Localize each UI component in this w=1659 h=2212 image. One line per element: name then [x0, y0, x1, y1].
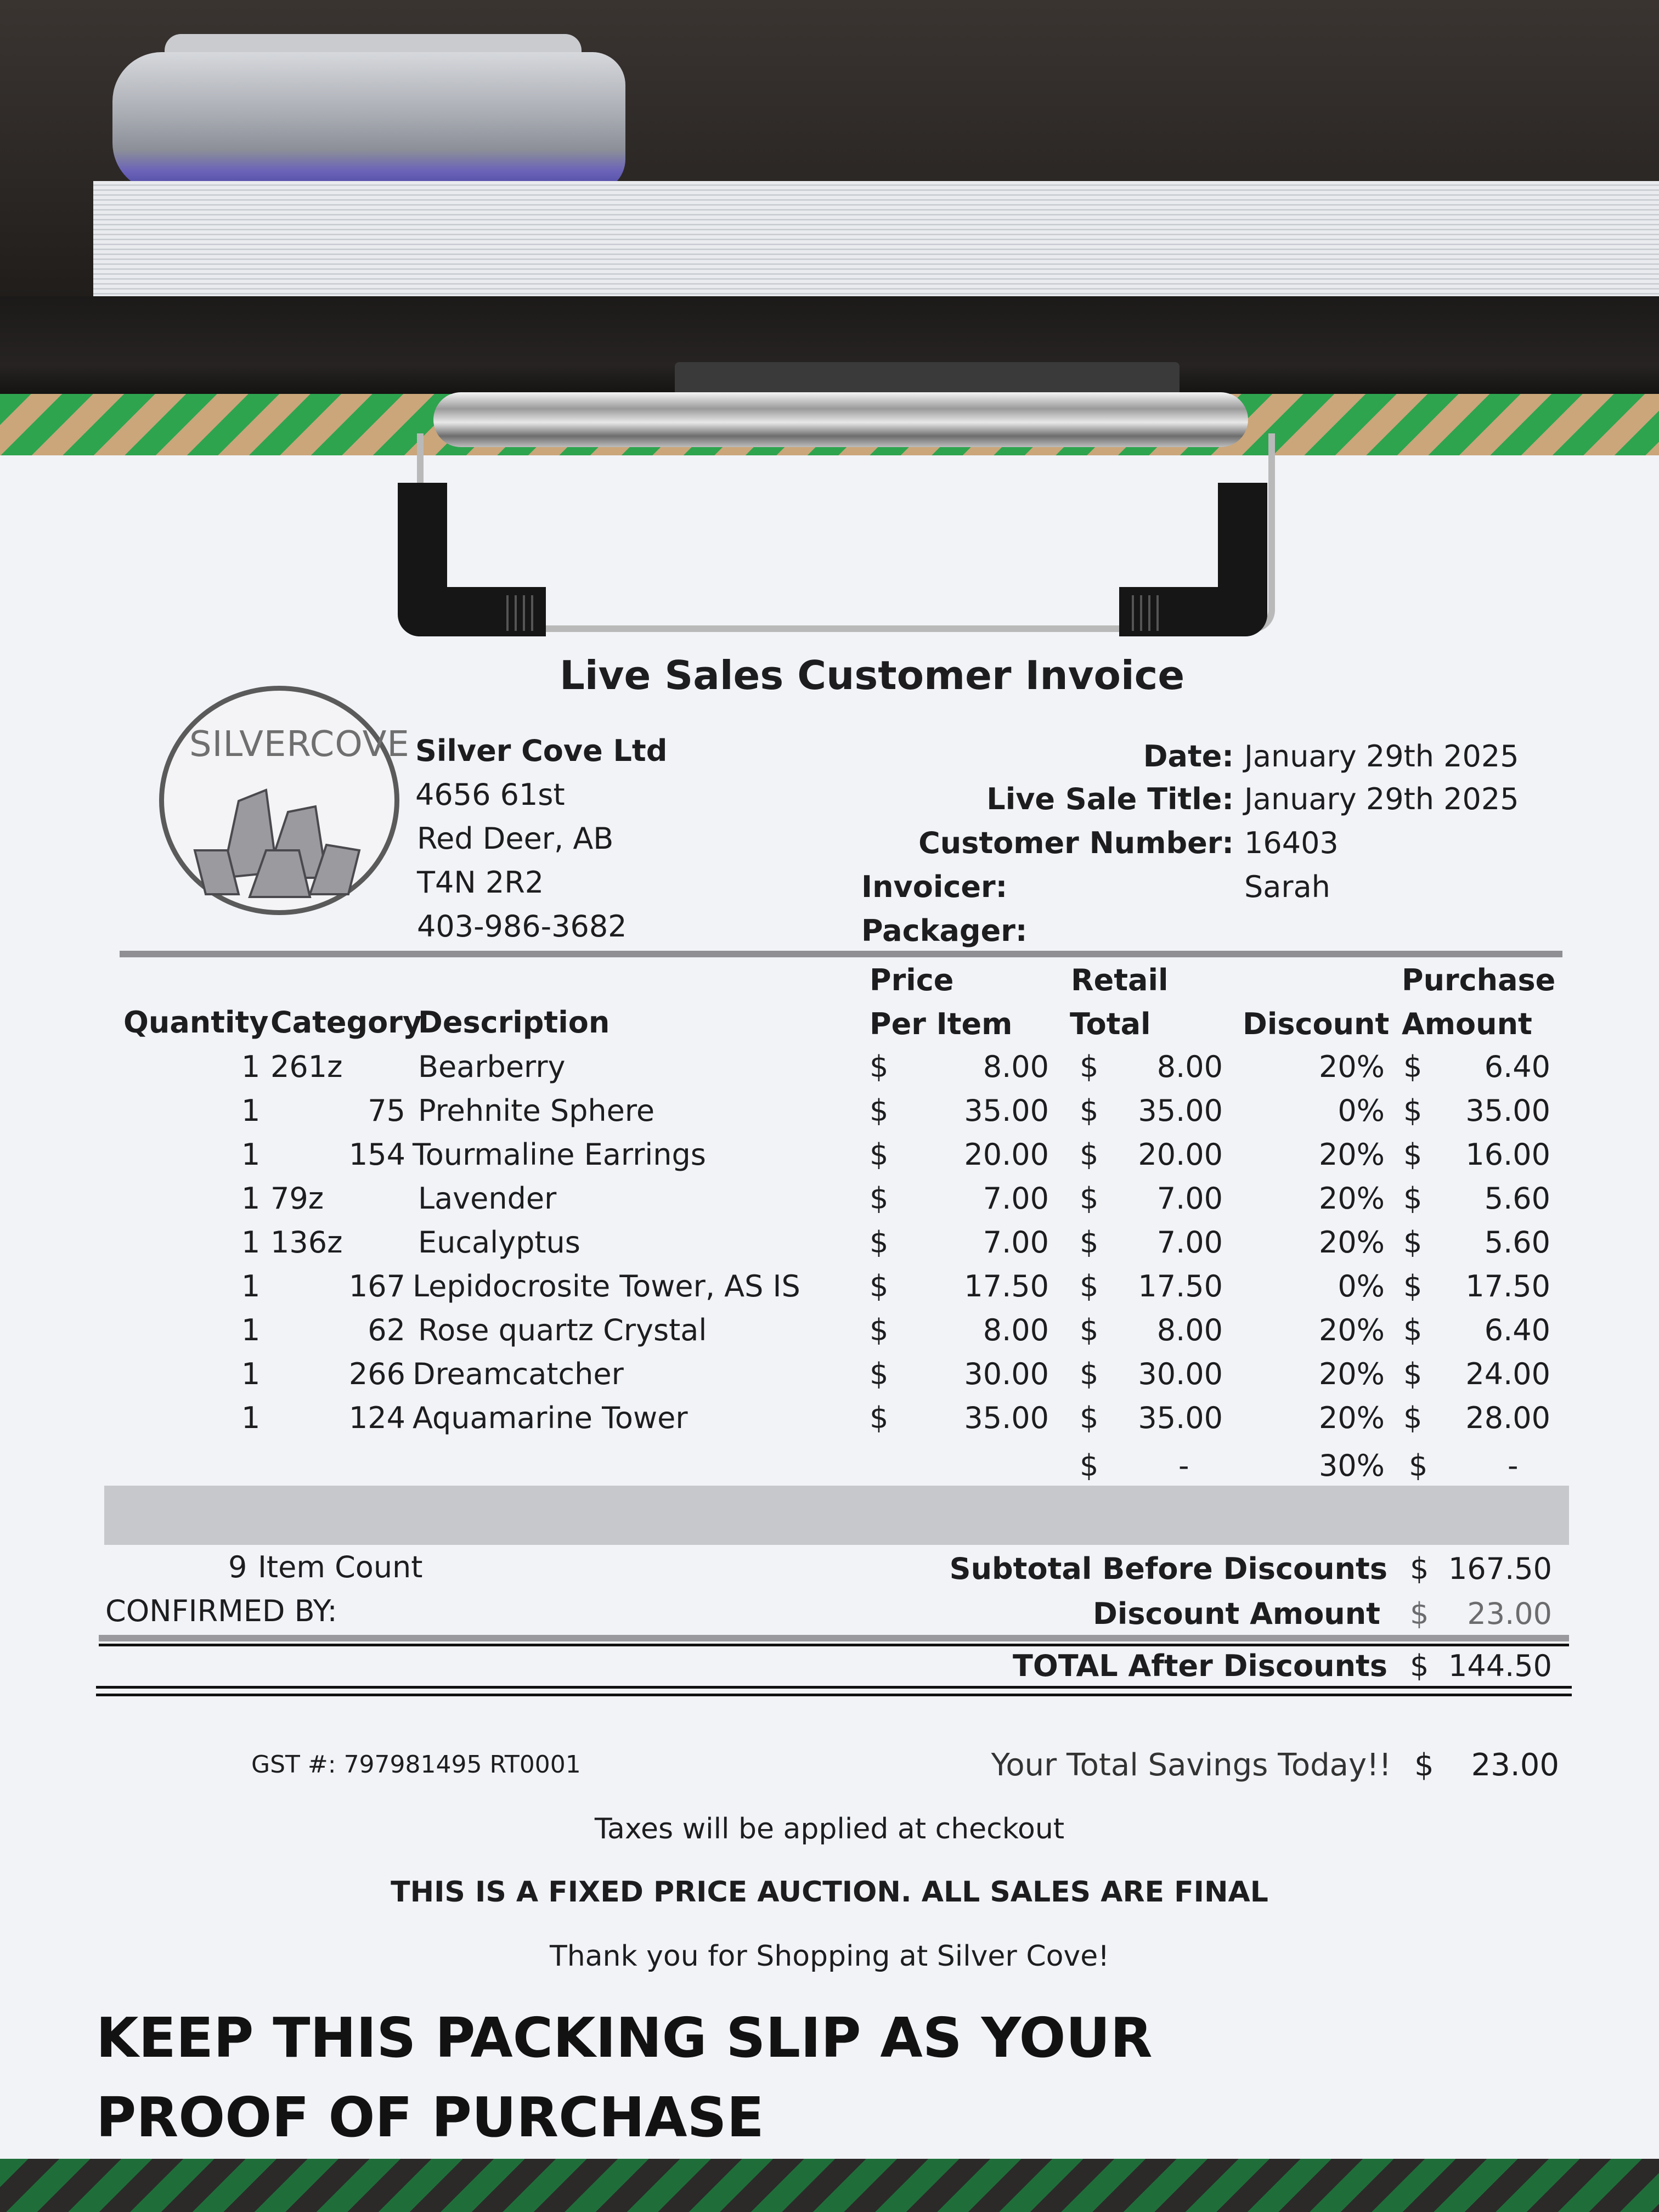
- row-category: 167: [348, 1269, 405, 1304]
- row-retail-currency: $: [1080, 1313, 1099, 1347]
- row-discount: 20%: [1318, 1313, 1385, 1347]
- customer-number-label: Customer Number:: [918, 826, 1234, 860]
- row-quantity: 1: [241, 1357, 261, 1391]
- extra-row-amount: -: [1508, 1448, 1519, 1483]
- live-sale-title-value: January 29th 2025: [1244, 782, 1519, 816]
- row-description: Eucalyptus: [418, 1225, 580, 1260]
- paper-stack: [93, 181, 1659, 296]
- savings-label: Your Total Savings Today!!: [991, 1747, 1391, 1783]
- row-description: Dreamcatcher: [413, 1357, 624, 1391]
- row-price-currency: $: [870, 1181, 889, 1216]
- row-retail: 8.00: [1156, 1049, 1223, 1084]
- row-price: 20.00: [964, 1137, 1049, 1172]
- header-divider: [120, 951, 1562, 957]
- row-price: 8.00: [983, 1049, 1049, 1084]
- discount-amount-label: Discount Amount: [1093, 1596, 1380, 1631]
- item-count-label: Item Count: [258, 1550, 423, 1584]
- row-amount: 5.60: [1484, 1181, 1550, 1216]
- row-price-currency: $: [870, 1137, 889, 1172]
- table-footer-band: [104, 1486, 1569, 1545]
- row-price-currency: $: [870, 1401, 889, 1435]
- row-retail-currency: $: [1080, 1357, 1099, 1391]
- row-category: 62: [368, 1313, 405, 1347]
- thank-you-note: Thank you for Shopping at Silver Cove!: [549, 1940, 1110, 1973]
- col-price-bottom: Per Item: [870, 1007, 1013, 1041]
- row-amount-currency: $: [1403, 1137, 1423, 1172]
- savings-currency: $: [1414, 1747, 1434, 1783]
- row-discount: 20%: [1318, 1181, 1385, 1216]
- row-retail-currency: $: [1080, 1093, 1099, 1128]
- col-quantity: Quantity: [123, 1005, 269, 1040]
- discount-amount-value: 23.00: [1467, 1596, 1552, 1631]
- row-amount-currency: $: [1403, 1225, 1423, 1260]
- taxes-note: Taxes will be applied at checkout: [594, 1813, 1065, 1846]
- row-discount: 0%: [1338, 1269, 1385, 1304]
- subtotal-label: Subtotal Before Discounts: [949, 1551, 1387, 1586]
- keep-slip-line1: KEEP THIS PACKING SLIP AS YOUR: [96, 2006, 1153, 2070]
- clip-handle-right: [1114, 483, 1273, 647]
- row-retail: 7.00: [1156, 1225, 1223, 1260]
- gst-number: GST #: 797981495 RT0001: [251, 1751, 581, 1779]
- row-amount: 17.50: [1465, 1269, 1550, 1304]
- total-label: TOTAL After Discounts: [1013, 1649, 1387, 1683]
- handheld-device: [112, 52, 625, 192]
- date-value: January 29th 2025: [1244, 739, 1519, 774]
- discount-amount-currency: $: [1410, 1596, 1429, 1631]
- keep-slip-line2: PROOF OF PURCHASE: [96, 2085, 764, 2149]
- row-description: Prehnite Sphere: [418, 1093, 655, 1128]
- crystal-icon: [184, 768, 370, 900]
- row-retail: 20.00: [1138, 1137, 1223, 1172]
- row-quantity: 1: [241, 1313, 261, 1347]
- row-retail-currency: $: [1080, 1137, 1099, 1172]
- company-address-line1: 4656 61st: [415, 777, 565, 812]
- extra-row-discount: 30%: [1318, 1448, 1385, 1483]
- clip-handle-left: [392, 483, 551, 647]
- totals-divider-black: [99, 1644, 1569, 1646]
- row-price: 35.00: [964, 1093, 1049, 1128]
- row-quantity: 1: [241, 1093, 261, 1128]
- col-retail-top: Retail: [1071, 963, 1169, 997]
- row-discount: 20%: [1318, 1225, 1385, 1260]
- customer-number-value: 16403: [1244, 826, 1339, 860]
- row-price-currency: $: [870, 1049, 889, 1084]
- date-label: Date:: [1143, 739, 1234, 774]
- row-retail-currency: $: [1080, 1049, 1099, 1084]
- row-quantity: 1: [241, 1269, 261, 1304]
- row-category: 154: [348, 1137, 405, 1172]
- col-description: Description: [418, 1005, 610, 1040]
- row-discount: 20%: [1318, 1401, 1385, 1435]
- row-quantity: 1: [241, 1401, 261, 1435]
- total-double-line-bottom: [96, 1694, 1572, 1696]
- row-description: Lepidocrosite Tower, AS IS: [413, 1269, 800, 1304]
- extra-row-amount-currency: $: [1409, 1448, 1428, 1483]
- confirmed-by-label: CONFIRMED BY:: [105, 1594, 337, 1628]
- company-name: Silver Cove Ltd: [415, 733, 668, 768]
- row-amount-currency: $: [1403, 1049, 1423, 1084]
- live-sale-title-label: Live Sale Title:: [986, 782, 1234, 816]
- row-amount: 6.40: [1484, 1049, 1550, 1084]
- row-retail: 8.00: [1156, 1313, 1223, 1347]
- col-retail-bottom: Total: [1070, 1007, 1151, 1041]
- row-retail-currency: $: [1080, 1181, 1099, 1216]
- row-price: 35.00: [964, 1401, 1049, 1435]
- row-price: 8.00: [983, 1313, 1049, 1347]
- row-price-currency: $: [870, 1093, 889, 1128]
- row-price: 7.00: [983, 1225, 1049, 1260]
- row-amount: 16.00: [1465, 1137, 1550, 1172]
- row-amount-currency: $: [1403, 1093, 1423, 1128]
- extra-row-retail: -: [1178, 1448, 1189, 1483]
- row-amount-currency: $: [1403, 1313, 1423, 1347]
- row-discount: 20%: [1318, 1049, 1385, 1084]
- row-description: Bearberry: [418, 1049, 566, 1084]
- row-amount: 35.00: [1465, 1093, 1550, 1128]
- row-category: 261z: [270, 1049, 343, 1084]
- row-discount: 20%: [1318, 1137, 1385, 1172]
- totals-divider-gray: [99, 1635, 1569, 1641]
- row-description: Aquamarine Tower: [413, 1401, 688, 1435]
- row-retail: 35.00: [1138, 1093, 1223, 1128]
- row-description: Lavender: [418, 1181, 557, 1216]
- row-amount-currency: $: [1403, 1269, 1423, 1304]
- row-quantity: 1: [241, 1181, 261, 1216]
- row-retail: 30.00: [1138, 1357, 1223, 1391]
- row-retail-currency: $: [1080, 1401, 1099, 1435]
- row-retail: 17.50: [1138, 1269, 1223, 1304]
- invoice-title: Live Sales Customer Invoice: [560, 652, 1185, 698]
- row-price-currency: $: [870, 1313, 889, 1347]
- item-count-number: 9: [228, 1550, 247, 1584]
- row-price-currency: $: [870, 1225, 889, 1260]
- col-discount: Discount: [1243, 1007, 1390, 1041]
- savings-value: 23.00: [1471, 1747, 1559, 1783]
- col-purchase-bottom: Amount: [1402, 1007, 1532, 1041]
- row-discount: 0%: [1338, 1093, 1385, 1128]
- row-amount-currency: $: [1403, 1401, 1423, 1435]
- row-price: 17.50: [964, 1269, 1049, 1304]
- row-quantity: 1: [241, 1137, 261, 1172]
- col-purchase-top: Purchase: [1402, 963, 1556, 997]
- row-category: 266: [348, 1357, 405, 1391]
- subtotal-value: 167.50: [1448, 1551, 1552, 1586]
- row-amount: 6.40: [1484, 1313, 1550, 1347]
- packager-label: Packager:: [861, 913, 1028, 948]
- extra-row-retail-currency: $: [1080, 1448, 1099, 1483]
- row-amount-currency: $: [1403, 1181, 1423, 1216]
- total-double-line-top: [96, 1686, 1572, 1689]
- row-retail-currency: $: [1080, 1225, 1099, 1260]
- col-price-top: Price: [870, 963, 954, 997]
- logo-text: SILVERCOVE: [189, 724, 410, 765]
- row-description: Tourmaline Earrings: [413, 1137, 706, 1172]
- invoicer-label: Invoicer:: [861, 870, 1008, 904]
- total-value: 144.50: [1448, 1649, 1552, 1683]
- company-phone: 403-986-3682: [417, 909, 627, 944]
- row-amount: 28.00: [1465, 1401, 1550, 1435]
- row-amount: 24.00: [1465, 1357, 1550, 1391]
- clip-bar: [433, 392, 1248, 447]
- row-category: 136z: [270, 1225, 343, 1260]
- fixed-price-note: THIS IS A FIXED PRICE AUCTION. ALL SALES ARE FINAL: [391, 1876, 1268, 1909]
- company-address-line2: Red Deer, AB: [417, 821, 614, 856]
- row-category: 75: [368, 1093, 405, 1128]
- row-category: 124: [348, 1401, 405, 1435]
- row-price-currency: $: [870, 1357, 889, 1391]
- row-category: 79z: [270, 1181, 324, 1216]
- subtotal-currency: $: [1410, 1551, 1429, 1586]
- row-retail: 35.00: [1138, 1401, 1223, 1435]
- col-category: Category: [270, 1005, 422, 1040]
- clipboard-pattern-bottom: [0, 2156, 1659, 2212]
- total-currency: $: [1410, 1649, 1429, 1683]
- row-price: 30.00: [964, 1357, 1049, 1391]
- invoicer-value: Sarah: [1244, 870, 1330, 904]
- company-postal-code: T4N 2R2: [417, 865, 544, 900]
- row-amount: 5.60: [1484, 1225, 1550, 1260]
- row-quantity: 1: [241, 1049, 261, 1084]
- row-retail-currency: $: [1080, 1269, 1099, 1304]
- row-retail: 7.00: [1156, 1181, 1223, 1216]
- row-price-currency: $: [870, 1269, 889, 1304]
- row-discount: 20%: [1318, 1357, 1385, 1391]
- row-amount-currency: $: [1403, 1357, 1423, 1391]
- row-quantity: 1: [241, 1225, 261, 1260]
- row-price: 7.00: [983, 1181, 1049, 1216]
- row-description: Rose quartz Crystal: [418, 1313, 707, 1347]
